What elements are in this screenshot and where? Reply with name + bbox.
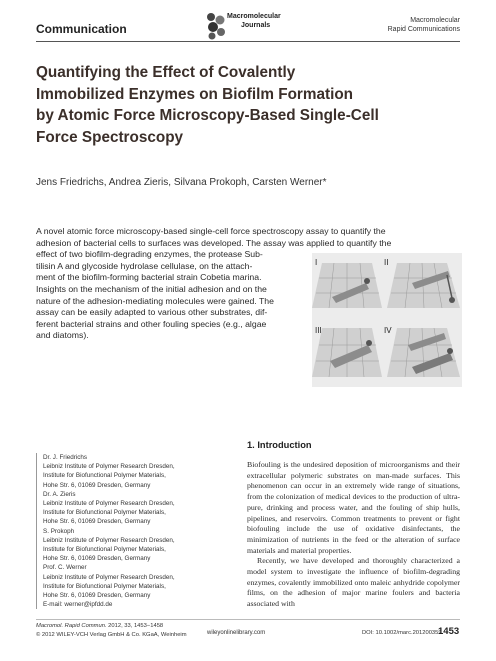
affiliation-line: Leibniz Institute of Polymer Research Dresden,	[43, 500, 175, 508]
abstract-line: A novel atomic force microscopy-based single-cell force spectroscopy assay to quantify the	[36, 226, 386, 236]
affiliation-line: Institute for Biofunctional Polymer Materials,	[43, 546, 166, 554]
introduction-text	[247, 460, 460, 610]
affiliation-line: Leibniz Institute of Polymer Research Dresden,	[43, 536, 175, 544]
figure-label-2: II	[384, 258, 389, 267]
affiliation-line: Prof. C. Werner	[43, 564, 87, 572]
figure-label-4: IV	[384, 326, 392, 335]
citation-line	[36, 622, 187, 631]
footer-rule	[36, 619, 460, 620]
affiliation-line: Dr. A. Zieris	[43, 490, 76, 498]
affiliation-line: S. Prokoph	[43, 527, 75, 535]
affiliation-line: Hohe Str. 6, 01069 Dresden, Germany	[43, 592, 151, 600]
website-link[interactable]: wileyonlinelibrary.com	[207, 630, 266, 636]
journal-name	[300, 16, 460, 34]
citation-journal: Macromol. Rapid Commun.	[36, 623, 107, 629]
section-tag: Communication	[36, 22, 127, 36]
section-heading: 1. Introduction	[247, 440, 312, 450]
figure-label-1: I	[315, 258, 318, 267]
abstract-line: tilisin A and glycoside hydrolase cellulase, on the attach-	[36, 260, 253, 271]
affiliation-line: Institute for Biofunctional Polymer Materials,	[43, 582, 166, 590]
title-line: Immobilized Enzymes on Biofilm Formation	[36, 85, 354, 103]
abstract-line: adhesion of bacterial cells to surfaces was developed. The assay was applied to quantify the	[36, 237, 392, 248]
journal-logo	[205, 9, 285, 43]
journal-line-1: Macromolecular	[410, 17, 460, 24]
affiliation-line: Leibniz Institute of Polymer Research Dresden,	[43, 463, 175, 471]
affiliation-line: Leibniz Institute of Polymer Research Dresden,	[43, 573, 175, 581]
abstract-line: ment of the biofilm-forming bacterial strain Cobetia marina.	[36, 272, 262, 283]
author-list: Jens Friedrichs, Andrea Zieris, Silvana Prokoph, Carsten Werner*	[36, 177, 327, 188]
copyright-line: © 2012 WILEY-VCH Verlag GmbH & Co. KGaA, Weinheim	[36, 631, 187, 638]
abstract-line: ferent bacterial strains and other fouling species (e.g., algae	[36, 318, 267, 329]
journal-line-2: Rapid Communications	[387, 26, 460, 33]
intro-paragraph-1: Biofouling is the undesired deposition of microorganisms and their extracellular polymeric substrates on man-made surfaces. This phenomenon can occur in an extremely wide range of situations, from the colonization of medical devices to the production of ultra-pure, drinking and process water, and the fouling of ship hulls, pipelines, and reservoirs. Common treatments to prevent or fight biofouling include the use of oxidative disinfectants, the minimization of nutrients in the feed or the alteration of surface materials and material properties.	[247, 460, 460, 555]
title-line: Quantifying the Effect of Covalently	[36, 64, 296, 81]
intro-paragraph-2: Recently, we have developed and thoroughly characterized a model system to investigate the influence of biofilm-degrading enzymes, covalently immobilized onto maleic anhydride copolymer films, on the adhesion of major marine foulers and bacteria associated with	[247, 556, 460, 609]
affiliation-email: E-mail: werner@ipfdd.de	[43, 601, 113, 609]
affiliation-line: Institute for Biofunctional Polymer Materials,	[43, 509, 166, 517]
abstract-line: effect of two biofilm-degrading enzymes, the protease Sub-	[36, 249, 263, 260]
page-number: 1453	[438, 626, 460, 637]
affiliation-line: Hohe Str. 6, 01069 Dresden, Germany	[43, 518, 151, 526]
affiliation-line: Institute for Biofunctional Polymer Materials,	[43, 472, 166, 480]
affiliation-line: Hohe Str. 6, 01069 Dresden, Germany	[43, 555, 151, 563]
abstract-line: assay can be easily adapted to various other substrates, dif-	[36, 307, 268, 318]
figure-panel-1	[312, 263, 382, 308]
affiliation-line: Dr. J. Friedrichs	[43, 454, 88, 461]
abstract-line: nature of the adhesion-mediating molecules were gained. The	[36, 295, 274, 306]
molecule-logo-icon	[205, 11, 227, 41]
affiliations	[36, 453, 233, 609]
doi-text: DOI: 10.1002/marc.201200359	[362, 630, 442, 636]
abstract-line: Insights on the mechanism of the initial adhesion and on the	[36, 283, 267, 294]
article-title	[36, 62, 426, 148]
figure-label-3: III	[315, 326, 322, 335]
citation-details: 2012, 33, 1453−1458	[106, 623, 164, 629]
abstract-line: and diatoms).	[36, 330, 89, 341]
graphical-abstract-figure	[312, 253, 462, 387]
logo-line-2: Journals	[241, 22, 271, 29]
affiliation-line: Hohe Str. 6, 01069 Dresden, Germany	[43, 481, 151, 489]
footer-citation	[36, 622, 187, 639]
figure-panel-3	[312, 328, 382, 377]
title-line: by Atomic Force Microscopy-Based Single-Cell	[36, 107, 379, 124]
logo-line-1: Macromolecular	[227, 13, 281, 20]
title-line: Force Spectroscopy	[36, 128, 184, 146]
